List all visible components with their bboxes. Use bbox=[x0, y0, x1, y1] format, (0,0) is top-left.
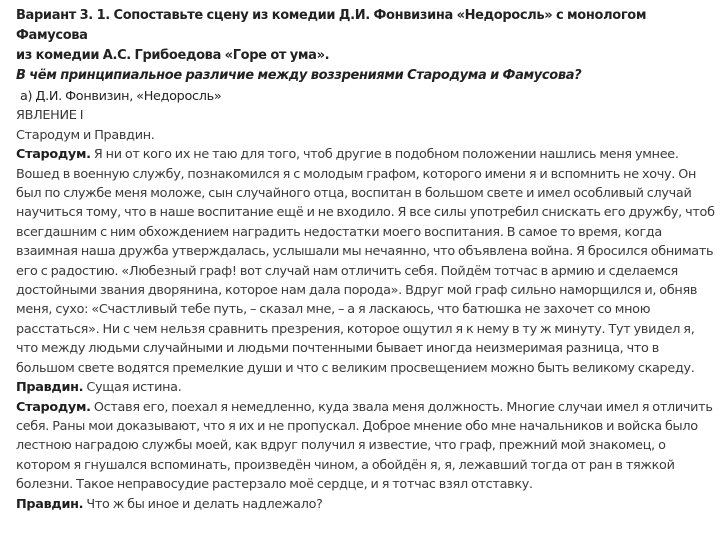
dialogue-line bbox=[16, 495, 716, 514]
assignment-header bbox=[16, 6, 716, 86]
assignment-line-2: из комедии А.С. Грибоедова «Горе от ума». bbox=[16, 48, 330, 63]
cast-line: Стародум и Правдин. bbox=[16, 127, 155, 143]
source-title: а) Д.И. Фонвизин, «Недоросль» bbox=[20, 89, 222, 104]
speaker-name: Правдин. bbox=[16, 380, 84, 396]
speaker-name: Стародум. bbox=[16, 399, 91, 415]
dialogue-line bbox=[16, 398, 716, 495]
excerpt-body bbox=[16, 87, 716, 514]
assignment-line-1: Вариант 3. 1. Сопоставьте сцену из комедии Д.И. Фонвизина «Недоросль» с монологом Фамусова bbox=[16, 8, 647, 43]
speech-text: Оставя его, поехал я немедленно, куда звала меня должность. Многие случаи имел я отличить себя. Раны мои доказывают, что я их и не пропускал. Доброе мнение обо мне начальников и войска было лестною наградою службы моей, как вдруг получил я известие, что граф, прежний мой знакомец, о котором я гнушался вспоминать, произведён чином, а обойдён я, я, лежавший тогда от ран в тяжкой болезни. Такое неправосудие растерзало моё сердце, и я тотчас взял отставку. bbox=[16, 399, 713, 493]
speaker-name: Стародум. bbox=[16, 147, 91, 163]
act-heading: ЯВЛЕНИЕ I bbox=[16, 108, 84, 124]
document-page bbox=[16, 6, 716, 514]
assignment-question: В чём принципиальное различие между воззрениями Стародума и Фамусова? bbox=[16, 68, 582, 83]
dialogue-line bbox=[16, 378, 716, 397]
speaker-name: Правдин. bbox=[16, 496, 84, 512]
speech-text: Я ни от кого их не таю для того, чтоб другие в подобном положении нашлись меня умнее. Вошед в военную службу, познакомился я с молодым графом, которого имени я и вспомнить не хочу. Он был по службе меня моложе, сын случайного отца, воспитан в большом свете и имел особливый случай научиться тому, что в наше воспитание ещё и не входило. Я все силы употребил снискать его дружбу, чтоб всегдашним с ним обхождением наградить недостатки моего воспитания. В самое то время, когда взаимная наша дружба утверждалась, услышали мы нечаянно, что объявлена война. Я бросился обнимать его с радостию. «Любезный граф! вот случай нам отличить себя. Пойдём тотчас в армию и сделаемся достойными звания дворянина, которое нам дала порода». Вдруг мой граф сильно наморщился и, обняв меня, сухо: «Счастливый тебе путь, – сказал мне, – а я ласкаюсь, что батюшка не захочет со мною расстаться». Ни с чем нельзя сравнить презрения, которое ощутил я к нему в ту ж минуту. Тут увидел я, что между людьми случайными и людьми почтенными бывает иногда неизмеримая разница, что в большом свете водятся премелкие души и что с великим просвещением можно быть великому скареду. bbox=[16, 147, 715, 376]
dialogue-line bbox=[16, 145, 716, 378]
speech-text: Сущая истина. bbox=[83, 380, 182, 396]
speech-text: Что ж бы иное и делать надлежало? bbox=[83, 496, 323, 512]
